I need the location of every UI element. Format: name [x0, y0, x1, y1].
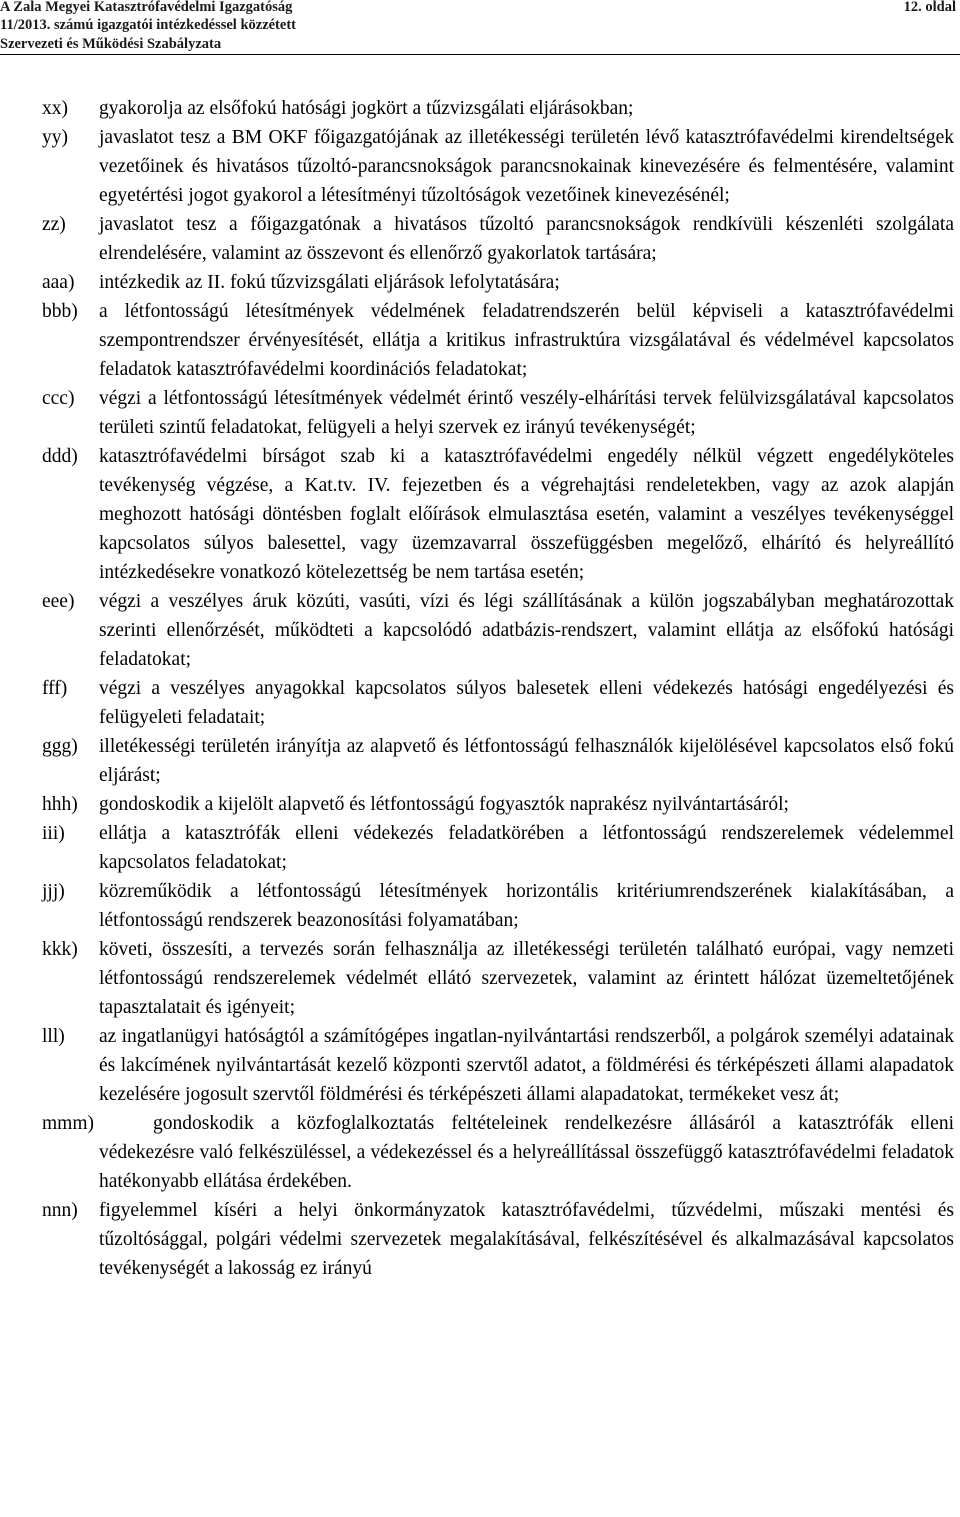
item-label: yy) — [42, 127, 68, 148]
item-text: az ingatlanügyi hatóságtól a számítógépes ingatlan-nyilvántartási rendszerből, a polgárok személyi adatainak és lakcímének nyilvántartását kezelő központi szervtől adatot, a földmérési és térképészeti állami alapadatok kezelésére jogosult szervtől földmérési és térképészeti állami alapadatokat, termékeket vesz át; — [99, 1026, 954, 1105]
list-item — [0, 1109, 960, 1196]
header-organization: A Zala Megyei Katasztrófavédelmi Igazgatóság — [0, 0, 293, 15]
item-label: ccc) — [42, 388, 75, 409]
item-label: mmm) — [42, 1113, 94, 1134]
item-text: a létfontosságú létesítmények védelmének feladatrendszerén belül képviseli a katasztrófavédelmi szempontrendszer érvényesítését, ellátja a kritikus infrastruktúra vizsgálatával és védelmével kapcsolatos feladatok katasztrófavédelmi koordinációs feladatokat; — [99, 301, 954, 380]
item-label: aaa) — [42, 272, 75, 293]
list-item — [0, 732, 960, 790]
item-text: ellátja a katasztrófák elleni védekezés feladatkörében a létfontosságú rendszerelemek védelemmel kapcsolatos feladatokat; — [99, 823, 954, 873]
item-label: kkk) — [42, 939, 78, 960]
item-text: végzi a létfontosságú létesítmények védelmét érintő veszély-elhárítási tervek felülvizsgálatával kapcsolatos területi szintű feladatokat, felügyeli a helyi szervek ez irányú tevékenységét; — [99, 388, 954, 438]
item-text: intézkedik az II. fokú tűzvizsgálati eljárások lefolytatására; — [99, 272, 560, 293]
list-item — [0, 674, 960, 732]
item-label: bbb) — [42, 301, 78, 322]
item-text: végzi a veszélyes áruk közúti, vasúti, vízi és légi szállításának a külön jogszabályban meghatározottak szerinti ellenőrzését, működteti a kapcsolódó adatbázis-rendszert, valamint ellátja az elsőfokú hatósági feladatokat; — [99, 591, 954, 670]
item-label: zz) — [42, 214, 66, 235]
header-rule — [0, 54, 960, 55]
item-text: illetékességi területén irányítja az alapvető és létfontosságú felhasználók kijelölésével kapcsolatos első fokú eljárást; — [99, 736, 954, 786]
list-item — [0, 123, 960, 210]
list-item — [0, 268, 960, 297]
list-item — [0, 94, 960, 123]
item-label: ddd) — [42, 446, 78, 467]
item-text: javaslatot tesz a BM OKF főigazgatójának az illetékességi területén lévő katasztrófavédelmi kirendeltségek vezetőinek és hivatásos tűzoltó-parancsnokságok parancsnokainak kinevezésére és felmentésére, valamint egyetértési jogot gyakorol a létesítményi tűzoltóságok vezetőinek kinevezésénél; — [99, 127, 954, 206]
item-label: iii) — [42, 823, 65, 844]
list-item — [0, 384, 960, 442]
item-label: fff) — [42, 678, 68, 699]
item-text: követi, összesíti, a tervezés során felhasználja az illetékességi területén található európai, vagy nemzeti létfontosságú rendszerelemek védelmét ellátó szervezetek, valamint az érintett hálózat üzemeltetőjének tapasztalatait és igényeit; — [99, 939, 954, 1018]
item-label: nnn) — [42, 1200, 78, 1221]
list-item — [0, 877, 960, 935]
list-item — [0, 1196, 960, 1283]
list-item — [0, 790, 960, 819]
header-document-title: Szervezeti és Működési Szabályzata — [0, 36, 222, 52]
item-text: gondoskodik a kijelölt alapvető és létfontosságú fogyasztók naprakész nyilvántartásáról; — [99, 794, 789, 815]
header-directive: 11/2013. számú igazgatói intézkedéssel közzétett — [0, 17, 296, 33]
item-text: javaslatot tesz a főigazgatónak a hivatásos tűzoltó parancsnokságok rendkívüli készenléti szolgálata elrendelésére, valamint az összevont és ellenőrző gyakorlatok tartására; — [99, 214, 954, 264]
list-item — [0, 819, 960, 877]
list-item — [0, 297, 960, 384]
list-item — [0, 1022, 960, 1109]
item-text: katasztrófavédelmi bírságot szab ki a katasztrófavédelmi engedély nélkül végzett engedélyköteles tevékenység végzése, a Kat.tv. IV. fejezetben és a végrehajtási rendeletekben, vagy az azok alapján meghozott hatósági döntésben foglalt előírások elmulasztása esetén, valamint a veszélyes tevékenységgel kapcsolatos súlyos balesettel, vagy üzemzavarral összefüggésben megelőző, elhárító és helyreállító intézkedésekre vonatkozó kötelezettség be nem tartása esetén; — [99, 446, 954, 583]
item-text: végzi a veszélyes anyagokkal kapcsolatos súlyos balesetek elleni védekezés hatósági engedélyezési és felügyeleti feladatait; — [99, 678, 954, 728]
item-label: hhh) — [42, 794, 78, 815]
item-label: jjj) — [42, 881, 65, 902]
item-text: figyelemmel kíséri a helyi önkormányzatok katasztrófavédelmi, tűzvédelmi, műszaki mentési és tűzoltósággal, polgári védelmi szervezetek megalakításával, felkészítésével és alkalmazásával kapcsolatos tevékenységét a lakosság ez irányú — [99, 1200, 954, 1279]
page-number: 12. oldal — [903, 0, 956, 15]
item-text: gondoskodik a közfoglalkoztatás feltételeinek rendelkezésre állásáról a katasztrófák elleni védekezésre való felkészüléssel, a védekezéssel és a helyreállítással összefüggő katasztrófavédelmi feladatok hatékonyabb ellátása érdekében. — [99, 1113, 954, 1192]
item-list — [0, 94, 960, 1283]
list-item — [0, 210, 960, 268]
item-label: eee) — [42, 591, 75, 612]
item-label: xx) — [42, 98, 68, 119]
list-item — [0, 442, 960, 587]
list-item — [0, 587, 960, 674]
item-text: gyakorolja az elsőfokú hatósági jogkört a tűzvizsgálati eljárásokban; — [99, 98, 634, 119]
page-header — [0, 0, 960, 60]
item-label: ggg) — [42, 736, 78, 757]
list-item — [0, 935, 960, 1022]
item-text: közreműködik a létfontosságú létesítmények horizontális kritériumrendszerének kialakításában, a létfontosságú rendszerek beazonosítási folyamatában; — [99, 881, 954, 931]
item-label: lll) — [42, 1026, 65, 1047]
